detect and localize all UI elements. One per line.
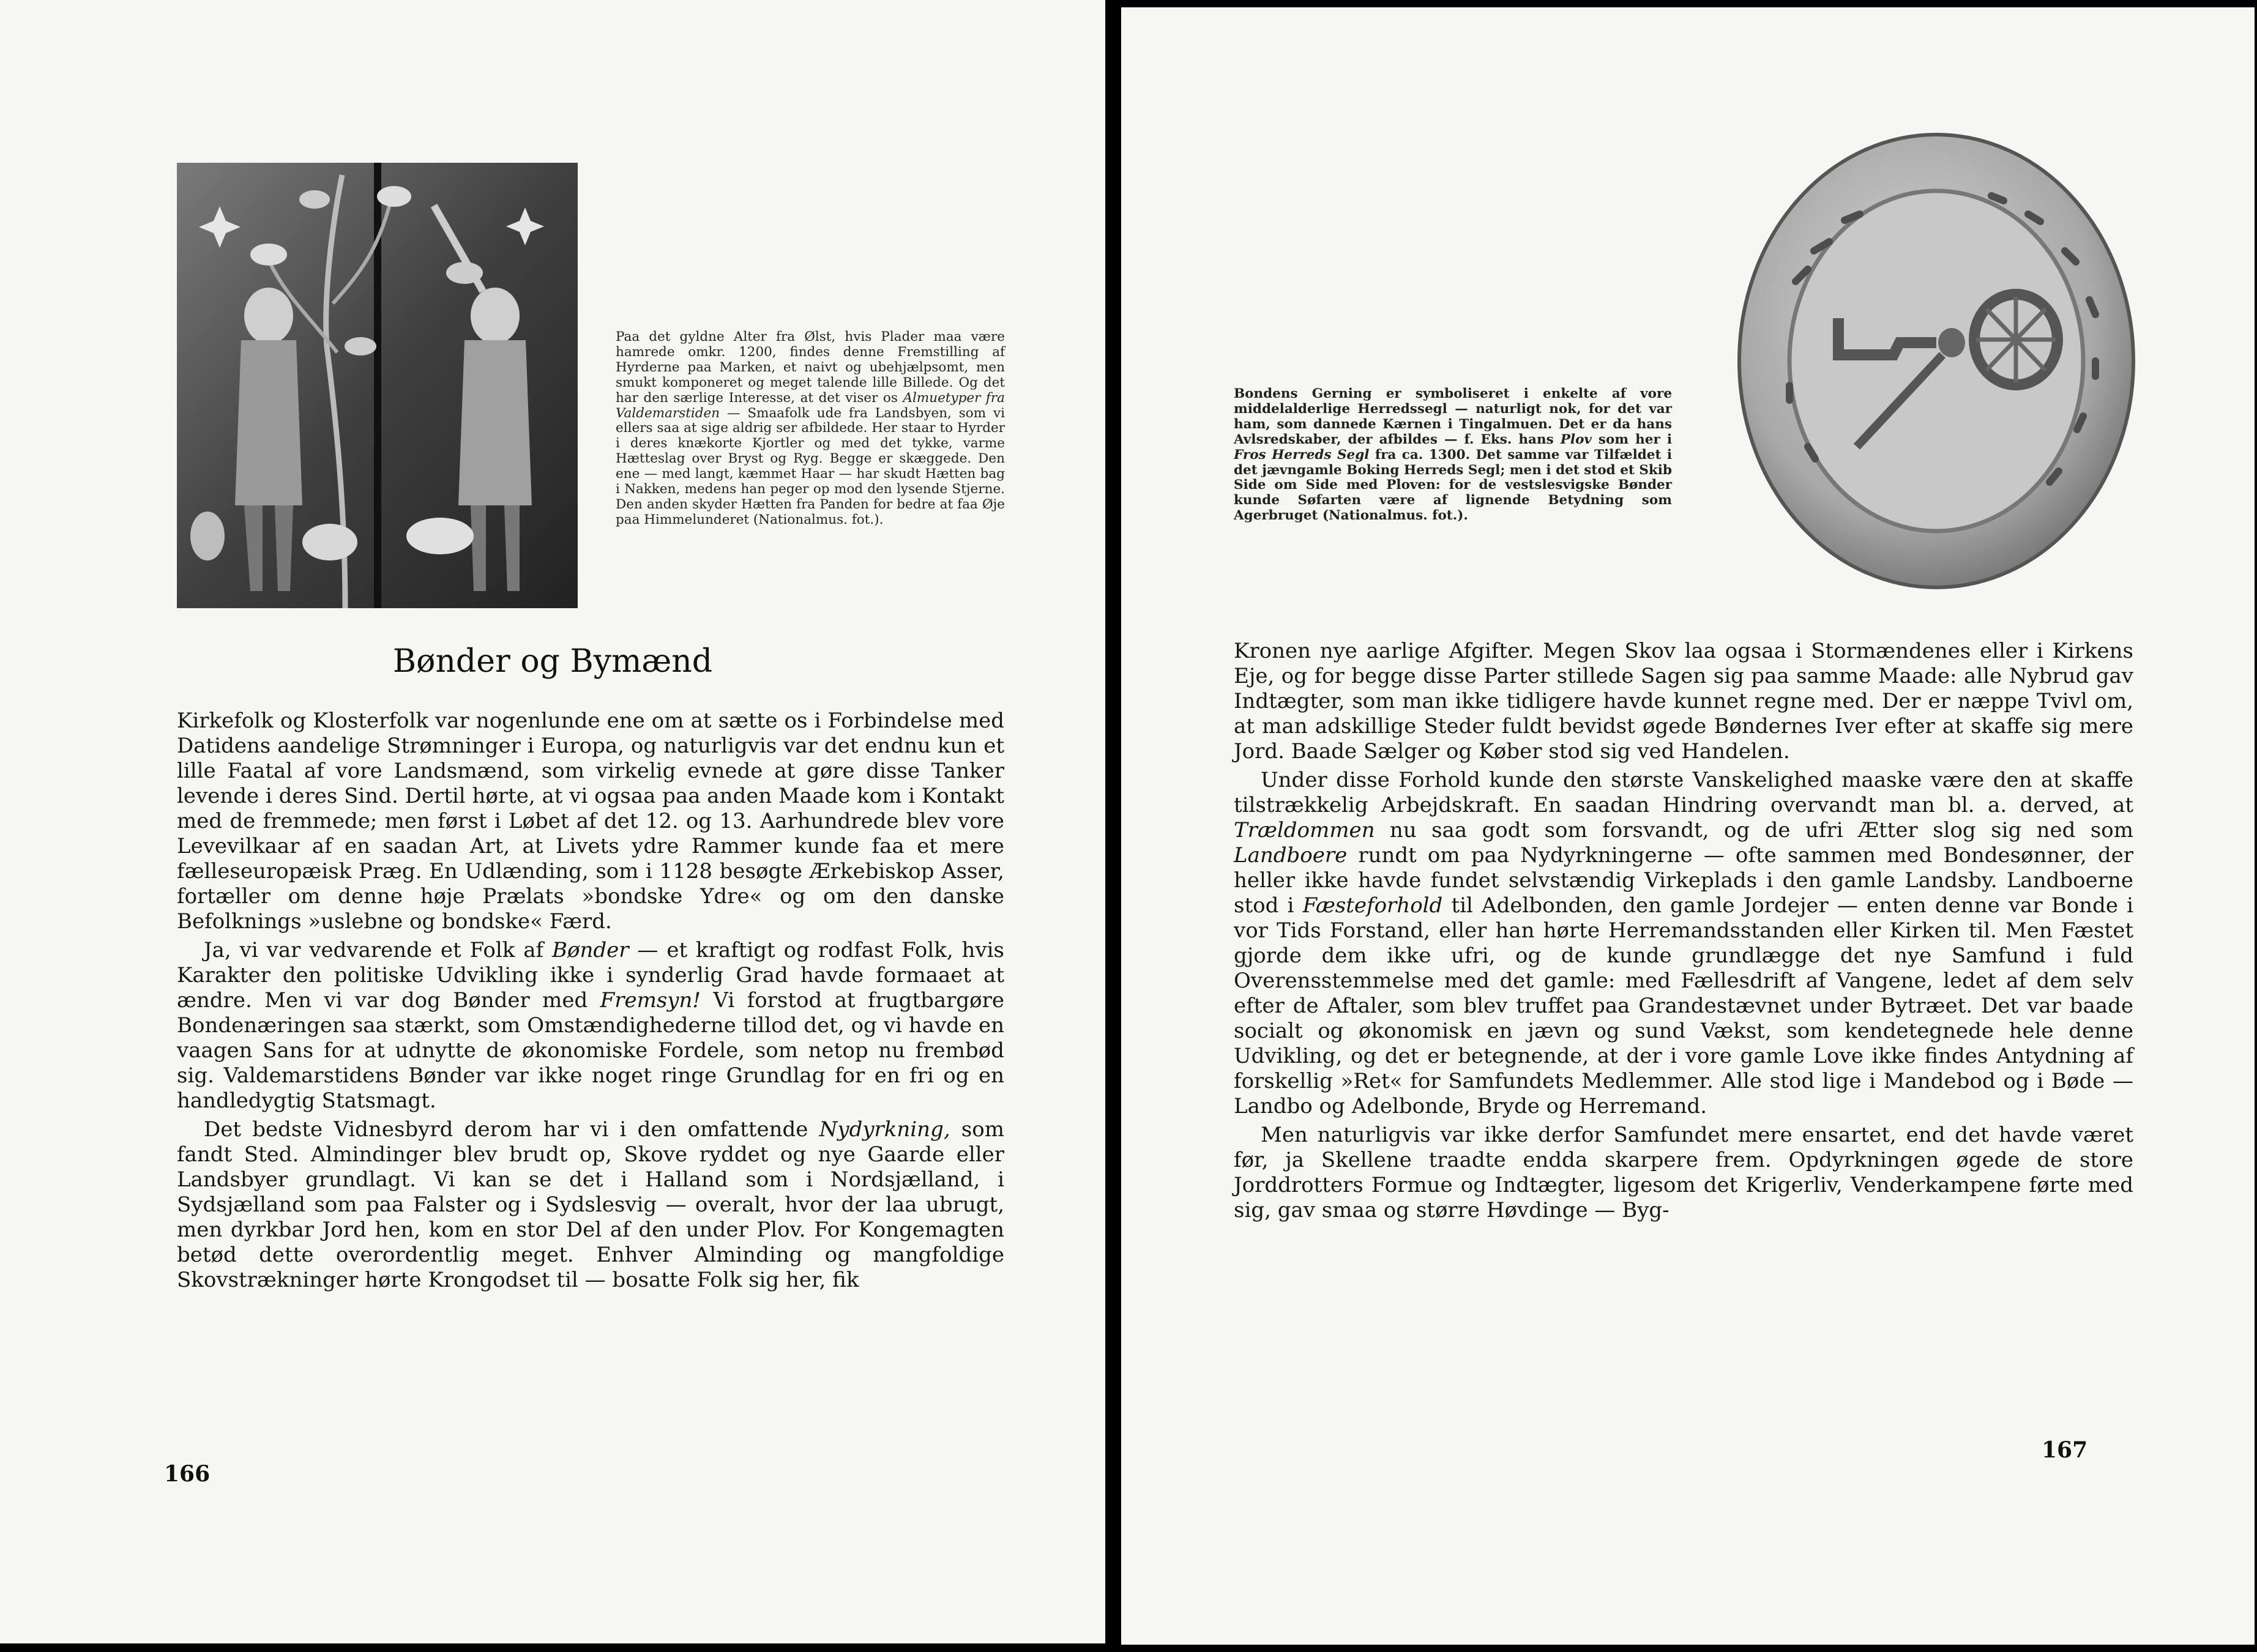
text-run: Paa det gyldne Alter fra Ølst, hvis Plader maa være hamrede omkr. 1200, findes denne Fremstilling af Hyrderne paa Marken, et naivt og ubehjælpsomt, men smukt komponeret og meget talende lille Billede. Og det har den særlige Interesse, at det viser os [616, 329, 1005, 406]
text-run: — et kraftigt og rodfast Folk, hvis Karakter den politiske Udvikling ikke i synderlig Grad havde formaaet at ændre. Men vi var dog Bønder med [177, 938, 1004, 1013]
text-run: Under disse Forhold kunde den største Vanskelighed maaske være den at skaffe tilstrækkelig Arbejdskraft. En saadan Hindring overvandt man bl. a. derved, at [1234, 768, 2133, 817]
text-run: Det bedste Vidnesbyrd derom har vi i den omfattende [204, 1117, 819, 1142]
body-paragraph [177, 938, 1004, 1114]
figure-caption-text [1234, 387, 1672, 524]
body-text-right [1234, 639, 2133, 1223]
italic-text: Fremsyn! [600, 988, 701, 1013]
text-run: nu saa godt som forsvandt, og de ufri Ætter slog sig ned som [1375, 818, 2133, 843]
left-page [0, 0, 1105, 1643]
body-paragraph [1234, 1123, 2133, 1223]
figure-caption-right [1234, 387, 1672, 524]
italic-text: Trældommen [1234, 818, 1375, 843]
italic-text: Bønder [552, 938, 629, 962]
shepherds-relief-photo [177, 163, 578, 608]
text-run: som her i [1591, 431, 1672, 447]
body-paragraph [177, 709, 1004, 934]
text-run: Vi forstod at frugtbargøre Bondenæringen saa stærkt, som Omstændighederne tillod det, og vi havde en vaagen Sans for at udnytte de økonomiske Fordele, som netop nu frembød sig. Valdemarstidens Bønder var ikke noget ringe Grundlag for en fri og en handledygtig Statsmagt. [177, 988, 1004, 1113]
chapter-heading: Bønder og Bymænd [392, 643, 713, 680]
text-run: — Smaafolk ude fra Landsbyen, som vi ellers saa at sige aldrig ser afbildede. Her staar to Hyrder i deres knækorte Kjortler og med det tykke, varme Hætteslag over Bryst og Ryg. Begge er skæggede. Den ene — med langt, kæmmet Haar — har skudt Hætten bag i Nakken, medens han peger op mod den lysende Stjerne. Den anden skyder Hætten fra Panden for bedre at faa Øje paa Himmelunderet (Nationalmus. fot.). [616, 405, 1005, 527]
body-text-left [177, 709, 1004, 1293]
figure-caption-left [616, 330, 1005, 528]
body-paragraph [1234, 768, 2133, 1119]
italic-text: Nydyrkning, [819, 1117, 950, 1142]
text-run: til Adelbonden, den gamle Jordejer — enten denne var Bonde i vor Tids Forstand, eller han hørte Herremandsstanden eller Kirken til. Men Fæstet gjorde dem ikke ufri, og de kunde grundlægge det nye Samfund i fuld Overensstemmelse med det gamle: med Fællesdrift af Vangene, ledet af dem selv efter de Aftaler, som blev truffet paa Grandestævnet under Bytræet. Det var baade socialt og økonomisk en jævn og sund Vækst, som kendetegnede hele denne Udvikling, og det er betegnende, at der i vore gamle Love ikke findes Antydning af forskellig »Ret« for Samfundets Medlemmer. Alle stod lige i Mandebod og i Bøde — Landbo og Adelbonde, Bryde og Herremand. [1234, 893, 2133, 1118]
text-run: Kronen nye aarlige Afgifter. Megen Skov laa ogsaa i Stormændenes eller i Kirkens Eje, og for begge disse Parter stillede Sagen sig paa samme Maade: alle Nybrud gav Indtægter, som man ikke tidligere havde kunnet regne med. Der er næppe Tvivl om, at man adskillige Steder fuldt bevidst øgede Bøndernes Iver efter at skaffe sig mere Jord. Baade Sælger og Køber stod sig ved Handelen. [1234, 639, 2133, 764]
page-number-left: 166 [164, 1461, 211, 1487]
italic-text: Almuetyper fra Valdemarstiden [616, 390, 1005, 421]
body-paragraph [177, 1117, 1004, 1293]
text-run: Ja, vi var vedvarende et Folk af [204, 938, 552, 962]
italic-text: Fros Herreds Segl [1234, 447, 1370, 463]
text-run: Men naturligvis var ikke derfor Samfundet mere ensartet, end det havde været før, ja Skellene traadte endda skarpere frem. Opdyrkningen øgede de store Jorddrotters Formue og Indtægter, ligesom det Krigerliv, Venderkampene førte med sig, gav smaa og større Høvdinge — Byg- [1234, 1123, 2133, 1222]
page-number-right: 167 [2042, 1437, 2088, 1463]
right-page [1121, 7, 2255, 1645]
italic-text: Fæsteforhold [1302, 893, 1443, 918]
text-run: Kirkefolk og Klosterfolk var nogenlunde ene om at sætte os i Forbindelse med Datidens aandelige Strømninger i Europa, og naturligvis var det endnu kun et lille Faatal af vore Landsmænd, som virkelig evnede at gøre disse Tanker levende i deres Sind. Dertil hørte, at vi ogsaa paa anden Maade kom i Kontakt med de fremmede; men først i Løbet af det 12. og 13. Aarhundrede blev vore Levevilkaar af en saadan Art, at Livets ydre Rammer kunde faa et mere fælleseuropæisk Præg. En Udlænding, som i 1128 besøgte Ærkebiskop Asser, fortæller om denne høje Prælats »bondske Ydre« og om den danske Befolknings »uslebne og bondske« Færd. [177, 709, 1004, 934]
body-paragraph [1234, 639, 2133, 764]
italic-text: Plov [1560, 431, 1592, 447]
italic-text: Landboere [1234, 843, 1348, 868]
text-run: som fandt Sted. Almindinger blev brudt op, Skove ryddet og nye Gaarde eller Landsbyer grundlagt. Vi kan se det i Halland som i Nordsjælland, i Sydsjælland som paa Falster og i Sydslesvig — overalt, hvor der laa ubrugt, men dyrkbar Jord hen, kom en stor Del af den under Plov. For Kongemagten betød dette overordentlig meget. Enhver Alminding og mangfoldige Skovstrækninger hørte Krongodset til — bosatte Folk sig her, fik [177, 1117, 1005, 1292]
text-run: fra ca. 1300. Det samme var Tilfældet i det jævngamle Boking Herreds Segl; men i det stod et Skib Side om Side med Ploven: for de vestslesvigske Bønder kunde Søfarten være af lignende Betydning som Agerbruget (Nationalmus. fot.). [1234, 447, 1672, 524]
text-run: rundt om paa Nydyrkningerne — ofte sammen med Bondesønner, der heller ikke havde fundet selvstændig Virkeplads i den gamle Landsby. Landboerne stod i [1234, 843, 2133, 918]
herred-seal-photo [1734, 128, 2138, 593]
text-run: Bondens Gerning er symboliseret i enkelte af vore middelalderlige Herredssegl — naturligt nok, for det var ham, som dannede Kærnen i Tingalmuen. Det er da hans Avlsredskaber, der afbildes — f. Eks. hans [1234, 386, 1672, 447]
figure-caption-text [616, 330, 1005, 528]
